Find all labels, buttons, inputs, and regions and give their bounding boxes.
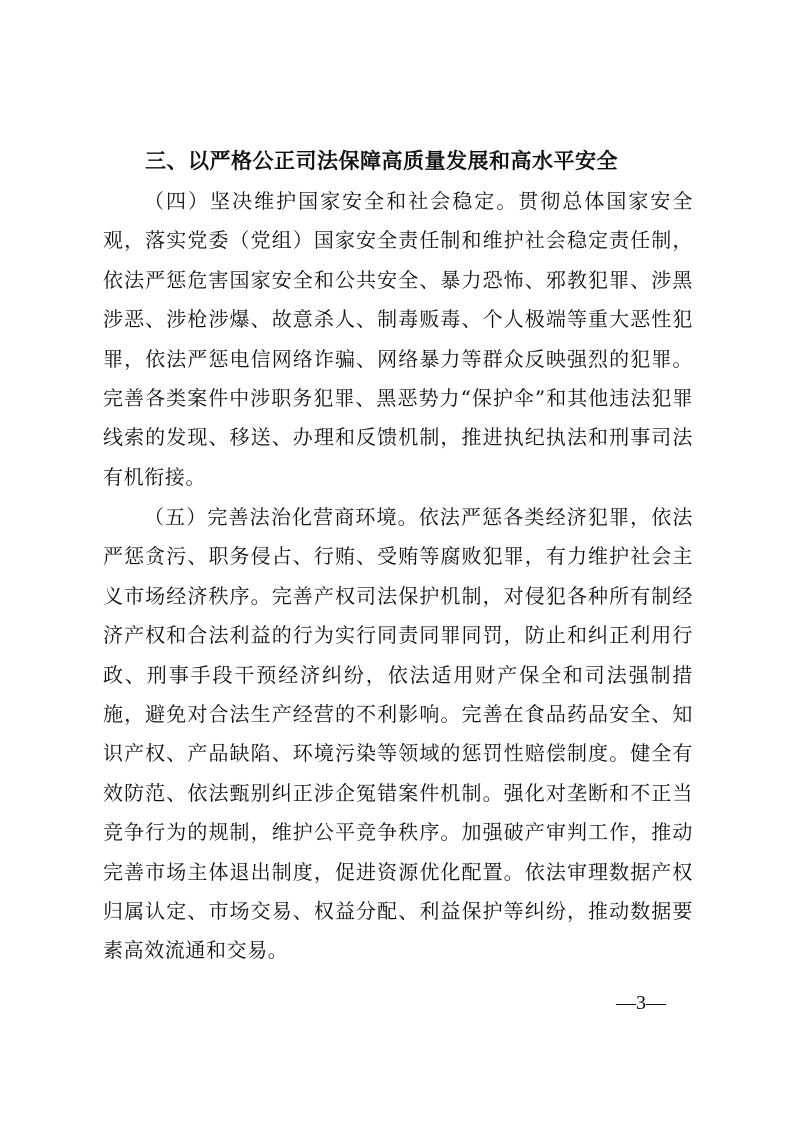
page-number: —3— [616,992,666,1014]
section-heading: 三、以严格公正司法保障高质量发展和高水平安全 [145,149,618,173]
paragraph-business-environment: （五）完善法治化营商环境。依法严惩各类经济犯罪，依法严惩贪污、职务侵占、行贿、受贿等腐败犯罪，有力维护社会主义市场经济秩序。完善产权司法保护机制，对侵犯各种所有制经济产权和合法利益的行为实行同责同罪同罚，防止和纠正利用行政、刑事手段干预经济纠纷，依法适用财产保全和司法强制措施，避免对合法生产经营的不利影响。完善在食品药品安全、知识产权、产品缺陷、环境污染等领域的惩罚性赔偿制度。健全有效防范、依法甄别纠正涉企冤错案件机制。强化对垄断和不正当竞争行为的规制，维护公平竞争秩序。加强破产审判工作，推动完善市场主体退出制度，促进资源优化配置。依法审理数据产权归属认定、市场交易、权益分配、利益保护等纠纷，推动数据要素高效流通和交易。 [103,505,693,963]
paragraph-national-security: （四）坚决维护国家安全和社会稳定。贯彻总体国家安全观，落实党委（党组）国家安全责任制和维护社会稳定责任制，依法严惩危害国家安全和公共安全、暴力恐怖、邪教犯罪、涉黑涉恶、涉枪涉爆、故意杀人、制毒贩毒、个人极端等重大恶性犯罪，依法严惩电信网络诈骗、网络暴力等群众反映强烈的犯罪。完善各类案件中涉职务犯罪、黑恶势力“保护伞”和其他违法犯罪线索的发现、移送、办理和反馈机制，推进执纪执法和刑事司法有机衔接。 [103,189,693,489]
